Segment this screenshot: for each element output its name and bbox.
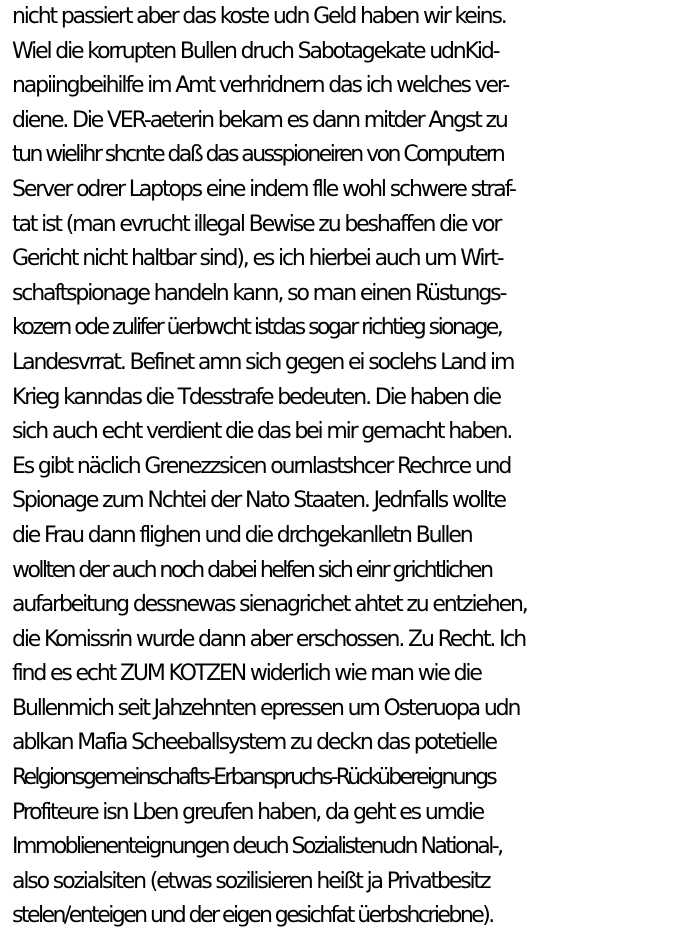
- text-line-12: Krieg kanndas die Tdesstrafe bedeuten. Die haben die: [12, 384, 500, 410]
- text-line-4: diene. Die VER-aeterin bekam es dann mitder Angst zu: [12, 107, 507, 133]
- text-line-23: Relgionsgemeinschafts-Erbanspruchs-Rückübereignungs: [12, 765, 495, 791]
- text-line-2: Wiel die korrupten Bullen druch Sabotagekate udnKid-: [12, 38, 499, 64]
- text-line-7: tat ist (man evrucht illegal Bewise zu beshaffen die vor: [12, 211, 501, 237]
- text-line-13: sich auch echt verdient die das bei mir gemacht haben.: [12, 419, 512, 445]
- body-text: [12, 0, 682, 934]
- text-line-11: Landesvrrat. Befinet amn sich gegen ei soclehs Land im: [12, 349, 514, 375]
- text-line-10: kozern ode zulifer üerbwcht istdas sogar richtieg sionage,: [12, 315, 502, 341]
- text-line-18: aufarbeitung dessnewas sienagrichet ahtet zu entziehen,: [12, 592, 527, 618]
- text-line-1: nicht passiert aber das koste udn Geld haben wir keins.: [12, 4, 506, 29]
- text-line-21: Bullenmich seit Jahzehnten epressen um Osteruopa udn: [12, 695, 520, 721]
- text-line-15: Spionage zum Nchtei der Nato Staaten. Jednfalls wollte: [12, 488, 505, 514]
- text-line-6: Server odrer Laptops eine indem flle wohl schwere straf-: [12, 176, 515, 202]
- text-line-9: schaftspionage handeln kann, so man einen Rüstungs-: [12, 280, 506, 306]
- text-line-17: wollten der auch noch dabei helfen sich einr grichtlichen: [12, 557, 492, 583]
- text-line-5: tun wielihr shcnte daß das ausspioneiren von Computern: [12, 142, 504, 168]
- text-line-27: stelen/enteigen und der eigen gesichfat üerbshcriebne).: [12, 903, 493, 929]
- text-line-16: die Frau dann flighen und die drchgekanlletn Bullen: [12, 522, 472, 548]
- text-line-14: Es gibt näclich Grenezzsicen ournlastshcer Rechrce und: [12, 453, 511, 479]
- text-line-19: die Komissrin wurde dann aber erschossen. Zu Recht. Ich: [12, 626, 526, 652]
- text-line-8: Gericht nicht haltbar sind), es ich hierbei auch um Wirt-: [12, 246, 503, 272]
- text-line-22: ablkan Mafia Scheeballsystem zu deckn das potetielle: [12, 730, 496, 756]
- text-line-20: find es echt ZUM KOTZEN widerlich wie man wie die: [12, 661, 481, 687]
- text-line-3: napiingbeihilfe im Amt verhridnern das ich welches ver-: [12, 73, 509, 99]
- text-line-24: Profiteure isn Lben greufen haben, da geht es umdie: [12, 799, 484, 825]
- text-line-26: also sozialsiten (etwas sozilisieren heißt ja Privatbesitz: [12, 868, 490, 894]
- text-line-25: Immoblienenteignungen deuch Sozialistenudn National-,: [12, 834, 502, 860]
